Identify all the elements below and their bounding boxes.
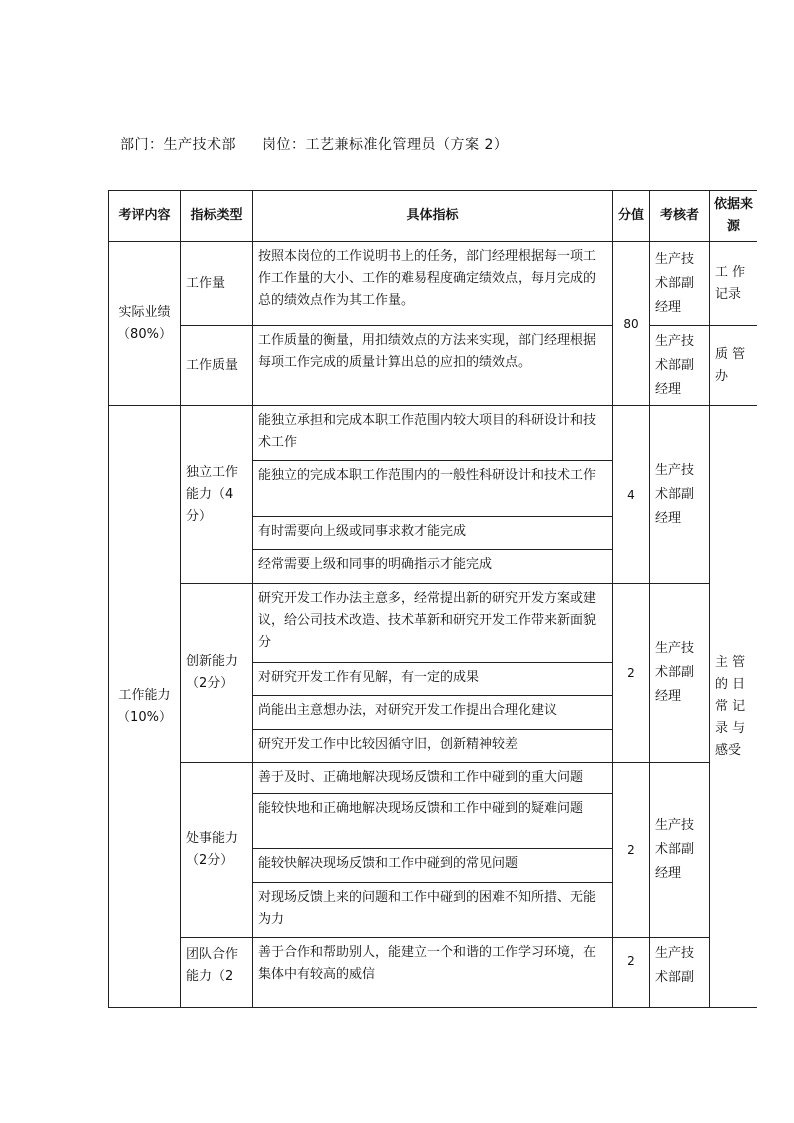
detail-item: 能较快地和正确地解决现场反馈和工作中碰到的疑难问题 <box>253 794 613 849</box>
document-header <box>120 134 508 154</box>
header-source: 依据来源 <box>710 191 758 242</box>
reviewer-quantity: 生产技术部副经理 <box>650 242 710 326</box>
detail-quality: 工作质量的衡量，用扣绩效点的方法来实现，部门经理根据每项工作完成的质量计算出总的应扣的绩效点。 <box>253 326 613 406</box>
reviewer-independent: 生产技术部副经理 <box>650 406 710 584</box>
detail-item: 研究开发工作办法主意多，经常提出新的研究开发方案或建议，给公司技术改造、技术革新和研究开发工作带来新面貌分 <box>253 584 613 663</box>
header-content: 考评内容 <box>109 191 181 242</box>
reviewer-handling: 生产技术部副经理 <box>650 763 710 938</box>
score-independent: 4 <box>613 406 650 584</box>
category-label: 实际业绩 <box>118 304 171 320</box>
category-performance <box>109 242 181 406</box>
evaluation-table <box>108 190 757 1008</box>
category-weight: （80%） <box>117 326 172 342</box>
table-row <box>109 242 758 326</box>
type-quality: 工作质量 <box>181 326 253 406</box>
table-viewport <box>108 190 757 1010</box>
detail-item: 对现场反馈上来的问题和工作中碰到的困难不知所措、无能为力 <box>253 883 613 938</box>
detail-item: 能独立承担和完成本职工作范围内较大项目的科研设计和技术工作 <box>253 406 613 461</box>
table-row <box>109 763 758 794</box>
reviewer-quality: 生产技术部副经理 <box>650 326 710 406</box>
type-innovation: 创新能力（2分） <box>181 584 253 763</box>
table-row <box>109 938 758 1008</box>
score-performance: 80 <box>613 242 650 406</box>
source-ability: 主 管的 日常 记录 与感受 <box>710 406 758 1008</box>
position-label: 岗位：工艺兼标准化管理员（方案 2） <box>262 137 509 153</box>
header-score: 分值 <box>613 191 650 242</box>
table-header-row <box>109 191 758 242</box>
detail-quantity: 按照本岗位的工作说明书上的任务，部门经理根据每一项工作工作量的大小、工作的难易程度确定绩效点，每月完成的总的绩效点作为其工作量。 <box>253 242 613 326</box>
category-label: 工作能力 <box>118 687 171 703</box>
detail-item: 研究开发工作中比较因循守旧，创新精神较差 <box>253 730 613 763</box>
score-innovation: 2 <box>613 584 650 763</box>
reviewer-teamwork: 生产技术部副 <box>650 938 710 1008</box>
source-quality: 质 管办 <box>710 326 758 406</box>
table-row <box>109 406 758 461</box>
detail-item: 尚能出主意想办法，对研究开发工作提出合理化建议 <box>253 696 613 730</box>
detail-item: 能较快解决现场反馈和工作中碰到的常见问题 <box>253 849 613 883</box>
detail-item: 有时需要向上级或同事求救才能完成 <box>253 517 613 550</box>
header-type: 指标类型 <box>181 191 253 242</box>
detail-item: 能独立的完成本职工作范围内的一般性科研设计和技术工作 <box>253 461 613 517</box>
source-quantity: 工 作记录 <box>710 242 758 326</box>
reviewer-innovation: 生产技术部副经理 <box>650 584 710 763</box>
header-detail: 具体指标 <box>253 191 613 242</box>
department-label: 部门：生产技术部 <box>120 137 236 153</box>
category-weight: （10%） <box>117 709 172 725</box>
category-ability <box>109 406 181 1008</box>
score-handling: 2 <box>613 763 650 938</box>
type-quantity: 工作量 <box>181 242 253 326</box>
header-reviewer: 考核者 <box>650 191 710 242</box>
detail-item: 善于合作和帮助别人，能建立一个和谐的工作学习环境，在集体中有较高的威信 <box>253 938 613 1008</box>
detail-item: 经常需要上级和同事的明确指示才能完成 <box>253 550 613 584</box>
type-independent: 独立工作能力（4分） <box>181 406 253 584</box>
table-row <box>109 326 758 406</box>
detail-item: 善于及时、正确地解决现场反馈和工作中碰到的重大问题 <box>253 763 613 794</box>
type-teamwork: 团队合作能力（2 <box>181 938 253 1008</box>
type-handling: 处事能力（2分） <box>181 763 253 938</box>
detail-item: 对研究开发工作有见解，有一定的成果 <box>253 663 613 696</box>
table-row <box>109 584 758 663</box>
score-teamwork: 2 <box>613 938 650 1008</box>
